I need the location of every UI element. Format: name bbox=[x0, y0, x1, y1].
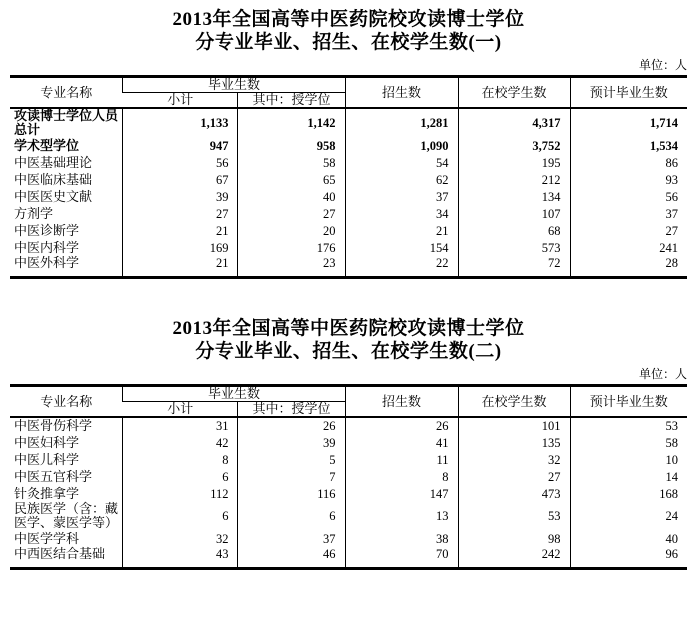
value-cell: 39 bbox=[238, 434, 345, 451]
value-cell: 573 bbox=[458, 239, 570, 256]
value-cell: 1,090 bbox=[345, 137, 458, 154]
value-cell: 116 bbox=[238, 485, 345, 502]
value-cell: 72 bbox=[458, 256, 570, 278]
value-cell: 1,281 bbox=[345, 108, 458, 137]
table-row bbox=[10, 547, 687, 569]
value-cell: 26 bbox=[345, 417, 458, 434]
value-cell: 26 bbox=[238, 417, 345, 434]
table-section-1 bbox=[0, 0, 697, 279]
value-cell: 40 bbox=[238, 188, 345, 205]
table-row bbox=[10, 256, 687, 278]
col-header-graduates-group: 毕业生数 bbox=[123, 386, 345, 402]
major-name-cell: 学术型学位 bbox=[13, 137, 79, 153]
value-cell: 6 bbox=[238, 502, 345, 530]
value-cell: 41 bbox=[345, 434, 458, 451]
major-name-cell: 中医外科学 bbox=[13, 255, 79, 270]
value-cell: 32 bbox=[458, 451, 570, 468]
value-cell: 107 bbox=[458, 205, 570, 222]
major-name-cell: 方剂学 bbox=[13, 205, 53, 221]
col-header-major: 专业名称 bbox=[40, 393, 93, 409]
table-2-title-line-2: 分专业毕业、招生、在校学生数(二) bbox=[195, 341, 502, 362]
table-row bbox=[10, 222, 687, 239]
unit-label-2: 单位：人 bbox=[638, 367, 687, 381]
col-header-enrollment: 招生数 bbox=[345, 77, 458, 109]
value-cell: 56 bbox=[570, 188, 687, 205]
value-cell: 4,317 bbox=[458, 108, 570, 137]
value-cell: 11 bbox=[345, 451, 458, 468]
table-2-header bbox=[10, 386, 687, 418]
value-cell: 62 bbox=[345, 171, 458, 188]
major-name-cell: 中医内科学 bbox=[13, 239, 79, 255]
value-cell: 241 bbox=[570, 239, 687, 256]
major-name-cell: 中西医结合基础 bbox=[13, 546, 105, 561]
value-cell: 1,133 bbox=[123, 108, 238, 137]
value-cell: 43 bbox=[123, 547, 238, 569]
table-1-header bbox=[10, 77, 687, 109]
value-cell: 67 bbox=[123, 171, 238, 188]
table-row bbox=[10, 434, 687, 451]
table-1-title-line-1: 2013年全国高等中医药院校攻读博士学位 bbox=[172, 9, 525, 30]
unit-label-1: 单位：人 bbox=[638, 58, 687, 72]
value-cell: 21 bbox=[123, 256, 238, 278]
value-cell: 168 bbox=[570, 485, 687, 502]
col-header-degree-awarded: 其中：授学位 bbox=[238, 93, 345, 109]
value-cell: 195 bbox=[458, 154, 570, 171]
statistics-table-2 bbox=[10, 384, 687, 570]
value-cell: 21 bbox=[345, 222, 458, 239]
value-cell: 1,142 bbox=[238, 108, 345, 137]
major-name-cell: 中医诊断学 bbox=[13, 222, 79, 238]
value-cell: 242 bbox=[458, 547, 570, 569]
major-name-cell: 中医骨伤科学 bbox=[13, 418, 92, 433]
value-cell: 68 bbox=[458, 222, 570, 239]
value-cell: 54 bbox=[345, 154, 458, 171]
value-cell: 37 bbox=[345, 188, 458, 205]
major-name-cell: 民族医学（含：藏医学、蒙医学等） bbox=[13, 501, 118, 530]
table-row bbox=[10, 239, 687, 256]
col-header-major: 专业名称 bbox=[40, 84, 93, 100]
value-cell: 22 bbox=[345, 256, 458, 278]
value-cell: 1,714 bbox=[570, 108, 687, 137]
value-cell: 10 bbox=[570, 451, 687, 468]
table-row bbox=[10, 108, 687, 137]
value-cell: 14 bbox=[570, 468, 687, 485]
value-cell: 5 bbox=[238, 451, 345, 468]
value-cell: 27 bbox=[570, 222, 687, 239]
value-cell: 176 bbox=[238, 239, 345, 256]
value-cell: 27 bbox=[458, 468, 570, 485]
major-name-cell: 中医临床基础 bbox=[13, 171, 92, 187]
col-header-enrollment: 招生数 bbox=[345, 386, 458, 418]
table-1-title bbox=[0, 0, 697, 54]
table-row bbox=[10, 530, 687, 547]
table-row bbox=[10, 485, 687, 502]
value-cell: 8 bbox=[123, 451, 238, 468]
value-cell: 1,534 bbox=[570, 137, 687, 154]
value-cell: 13 bbox=[345, 502, 458, 530]
value-cell: 24 bbox=[570, 502, 687, 530]
value-cell: 169 bbox=[123, 239, 238, 256]
major-name-cell: 中医五官科学 bbox=[13, 468, 92, 484]
col-header-expected-graduates: 预计毕业生数 bbox=[570, 77, 687, 109]
col-header-subtotal: 小计 bbox=[167, 401, 194, 416]
value-cell: 46 bbox=[238, 547, 345, 569]
value-cell: 135 bbox=[458, 434, 570, 451]
value-cell: 23 bbox=[238, 256, 345, 278]
table-row bbox=[10, 205, 687, 222]
value-cell: 28 bbox=[570, 256, 687, 278]
value-cell: 134 bbox=[458, 188, 570, 205]
value-cell: 58 bbox=[238, 154, 345, 171]
table-row bbox=[10, 171, 687, 188]
statistics-table-1 bbox=[10, 75, 687, 279]
value-cell: 65 bbox=[238, 171, 345, 188]
table-row bbox=[10, 502, 687, 530]
value-cell: 101 bbox=[458, 417, 570, 434]
value-cell: 947 bbox=[123, 137, 238, 154]
table-2-title bbox=[0, 279, 697, 363]
table-section-2 bbox=[0, 279, 697, 570]
col-header-current-students: 在校学生数 bbox=[458, 386, 570, 418]
value-cell: 3,752 bbox=[458, 137, 570, 154]
value-cell: 27 bbox=[238, 205, 345, 222]
col-header-current-students: 在校学生数 bbox=[458, 77, 570, 109]
value-cell: 112 bbox=[123, 485, 238, 502]
value-cell: 86 bbox=[570, 154, 687, 171]
value-cell: 21 bbox=[123, 222, 238, 239]
value-cell: 40 bbox=[570, 530, 687, 547]
col-header-graduates-group: 毕业生数 bbox=[123, 77, 345, 93]
table-row bbox=[10, 451, 687, 468]
value-cell: 53 bbox=[458, 502, 570, 530]
value-cell: 37 bbox=[238, 530, 345, 547]
value-cell: 7 bbox=[238, 468, 345, 485]
col-header-subtotal: 小计 bbox=[167, 92, 194, 107]
col-header-degree-awarded: 其中：授学位 bbox=[238, 402, 345, 418]
value-cell: 6 bbox=[123, 502, 238, 530]
value-cell: 42 bbox=[123, 434, 238, 451]
value-cell: 56 bbox=[123, 154, 238, 171]
table-2-body bbox=[10, 417, 687, 569]
table-1-title-line-2: 分专业毕业、招生、在校学生数(一) bbox=[195, 32, 502, 53]
value-cell: 37 bbox=[570, 205, 687, 222]
major-name-cell: 中医基础理论 bbox=[13, 154, 92, 170]
table-row bbox=[10, 188, 687, 205]
value-cell: 27 bbox=[123, 205, 238, 222]
value-cell: 147 bbox=[345, 485, 458, 502]
value-cell: 70 bbox=[345, 547, 458, 569]
value-cell: 58 bbox=[570, 434, 687, 451]
major-name-cell: 中医儿科学 bbox=[13, 451, 79, 467]
value-cell: 39 bbox=[123, 188, 238, 205]
table-row bbox=[10, 154, 687, 171]
major-name-cell: 中医妇科学 bbox=[13, 434, 79, 450]
value-cell: 8 bbox=[345, 468, 458, 485]
value-cell: 98 bbox=[458, 530, 570, 547]
value-cell: 96 bbox=[570, 547, 687, 569]
value-cell: 53 bbox=[570, 417, 687, 434]
value-cell: 38 bbox=[345, 530, 458, 547]
value-cell: 32 bbox=[123, 530, 238, 547]
col-header-expected-graduates: 预计毕业生数 bbox=[570, 386, 687, 418]
value-cell: 212 bbox=[458, 171, 570, 188]
table-row bbox=[10, 137, 687, 154]
value-cell: 20 bbox=[238, 222, 345, 239]
value-cell: 958 bbox=[238, 137, 345, 154]
major-name-cell: 攻读博士学位人员总计 bbox=[13, 108, 118, 137]
major-name-cell: 中医医史文献 bbox=[13, 188, 92, 204]
major-name-cell: 针灸推拿学 bbox=[13, 485, 79, 501]
table-2-title-line-1: 2013年全国高等中医药院校攻读博士学位 bbox=[172, 318, 525, 339]
value-cell: 34 bbox=[345, 205, 458, 222]
value-cell: 31 bbox=[123, 417, 238, 434]
table-row bbox=[10, 468, 687, 485]
value-cell: 154 bbox=[345, 239, 458, 256]
value-cell: 473 bbox=[458, 485, 570, 502]
value-cell: 93 bbox=[570, 171, 687, 188]
table-row bbox=[10, 417, 687, 434]
value-cell: 6 bbox=[123, 468, 238, 485]
major-name-cell: 中医学学科 bbox=[13, 530, 79, 546]
table-1-body bbox=[10, 108, 687, 278]
